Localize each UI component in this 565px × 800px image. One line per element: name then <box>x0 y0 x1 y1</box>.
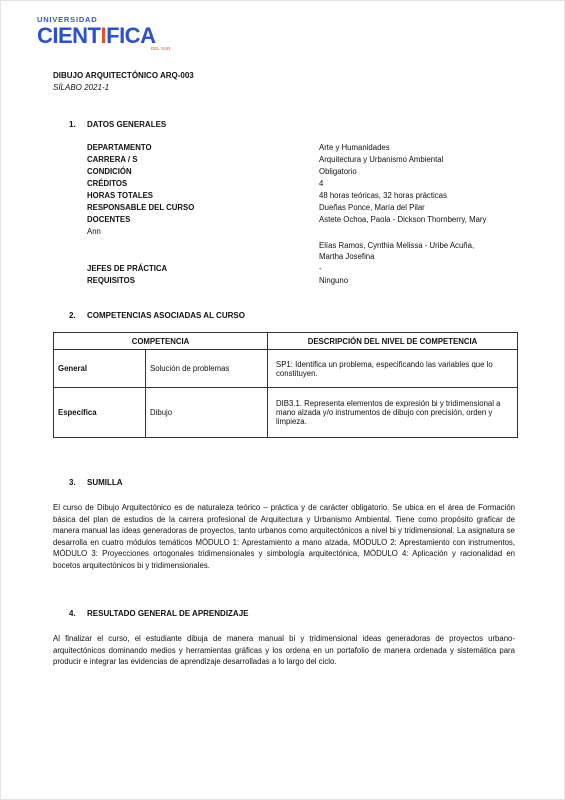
label-jefes: JEFES DE PRÁCTICA <box>87 264 168 273</box>
value-requisitos: Ninguno <box>319 276 349 285</box>
value-departamento: Arte y Humanidades <box>319 143 390 152</box>
label-horas: HORAS TOTALES <box>87 191 153 200</box>
logo-main-text: CIENTIFICA <box>37 23 156 48</box>
cell-descripcion: DIB3.1. Representa elementos de expresión bi y tridimensional a mano alzada y/o instrumentos de dibujo con precisión, orden y limpieza. <box>268 388 518 438</box>
value-jefes: - <box>319 264 322 273</box>
table-header-descripcion: DESCRIPCIÓN DEL NIVEL DE COMPETENCIA <box>268 333 518 350</box>
label-carrera: CARRERA / S <box>87 155 138 164</box>
value-carrera: Arquitectura y Urbanismo Ambiental <box>319 155 444 164</box>
resultado-paragraph: Al finalizar el curso, el estudiante dibuja de manera manual bi y tridimensional ideas generadoras de proyectos urbano-arquitectónicos dominando medios y herramientas gráficas y los ordena en un portafolio de manera ordenada y sistemática para producir e integrar las evidencias de aprendizaje desarrolladas a lo largo del ciclo. <box>53 634 515 667</box>
cell-tipo: General <box>54 350 146 388</box>
university-logo <box>37 15 170 51</box>
value-horas: 48 horas teóricas, 32 horas prácticas <box>319 191 447 200</box>
competencias-table <box>53 332 518 438</box>
value-docentes-2: Elías Ramos, Cynthia Melissa - Uribe Acuña, <box>319 241 475 250</box>
table-header-competencia: COMPETENCIA <box>54 333 268 350</box>
label-creditos: CRÉDITOS <box>87 179 128 188</box>
value-docentes-1-cont: Ann <box>87 227 101 236</box>
value-condicion: Obligatorio <box>319 167 357 176</box>
logo-top-text: UNIVERSIDAD <box>37 15 98 24</box>
document-subtitle: SÍLABO 2021-1 <box>53 83 110 92</box>
value-docentes-1: Astete Ochoa, Paola - Dickson Thornberry, Mary <box>319 215 487 224</box>
cell-tipo: Específica <box>54 388 146 438</box>
cell-competencia: Solución de problemas <box>146 350 268 388</box>
section-heading-datos: 1. DATOS GENERALES <box>69 120 167 129</box>
label-responsable: RESPONSABLE DEL CURSO <box>87 203 195 212</box>
value-docentes-2-cont: Martha Josefina <box>319 252 375 261</box>
table-row <box>54 350 518 388</box>
cell-competencia: Dibujo <box>146 388 268 438</box>
sumilla-paragraph: El curso de Dibujo Arquitectónico es de naturaleza teórico – práctica y de carácter obligatorio. Se ubica en el área de Formación básica del plan de estudios de la carrera profesional de Arquitectura y Urbanismo Ambiental. Tiene como propósito graficar de manera manual las ideas generadoras de proyectos, tanto urbanos como arquitectónicos a nivel bi y tridimensional. La asignatura se desarrolla en cuatro módulos temáticos MÓDULO 1: Aprestamiento a mano alzada, MÓDULO 2: Aprestamiento con instrumentos, MÓDULO 3: Proyecciones ortogonales tridimensionales y simbología arquitectónica, MÓDULO 4: Aplicación y racionalidad en bocetos arquitectónicos bi y tridimensionales. <box>53 503 515 570</box>
label-requisitos: REQUISITOS <box>87 276 135 285</box>
value-creditos: 4 <box>319 179 324 188</box>
section-heading-competencias: 2. COMPETENCIAS ASOCIADAS AL CURSO <box>69 311 245 320</box>
table-header-row <box>54 333 518 350</box>
logo-tagline: DEL SUR <box>151 46 171 51</box>
value-responsable: Dueñas Ponce, María del Pilar <box>319 203 425 212</box>
document-title: DIBUJO ARQUITECTÓNICO ARQ-003 <box>53 71 194 80</box>
label-departamento: DEPARTAMENTO <box>87 143 152 152</box>
section-heading-resultado: 4. RESULTADO GENERAL DE APRENDIZAJE <box>69 609 249 618</box>
table-row <box>54 388 518 438</box>
label-docentes: DOCENTES <box>87 215 131 224</box>
label-condicion: CONDICIÓN <box>87 167 132 176</box>
cell-descripcion: SP1: Identifica un problema, especificando las variables que lo constituyen. <box>268 350 518 388</box>
section-heading-sumilla: 3. SUMILLA <box>69 478 123 487</box>
